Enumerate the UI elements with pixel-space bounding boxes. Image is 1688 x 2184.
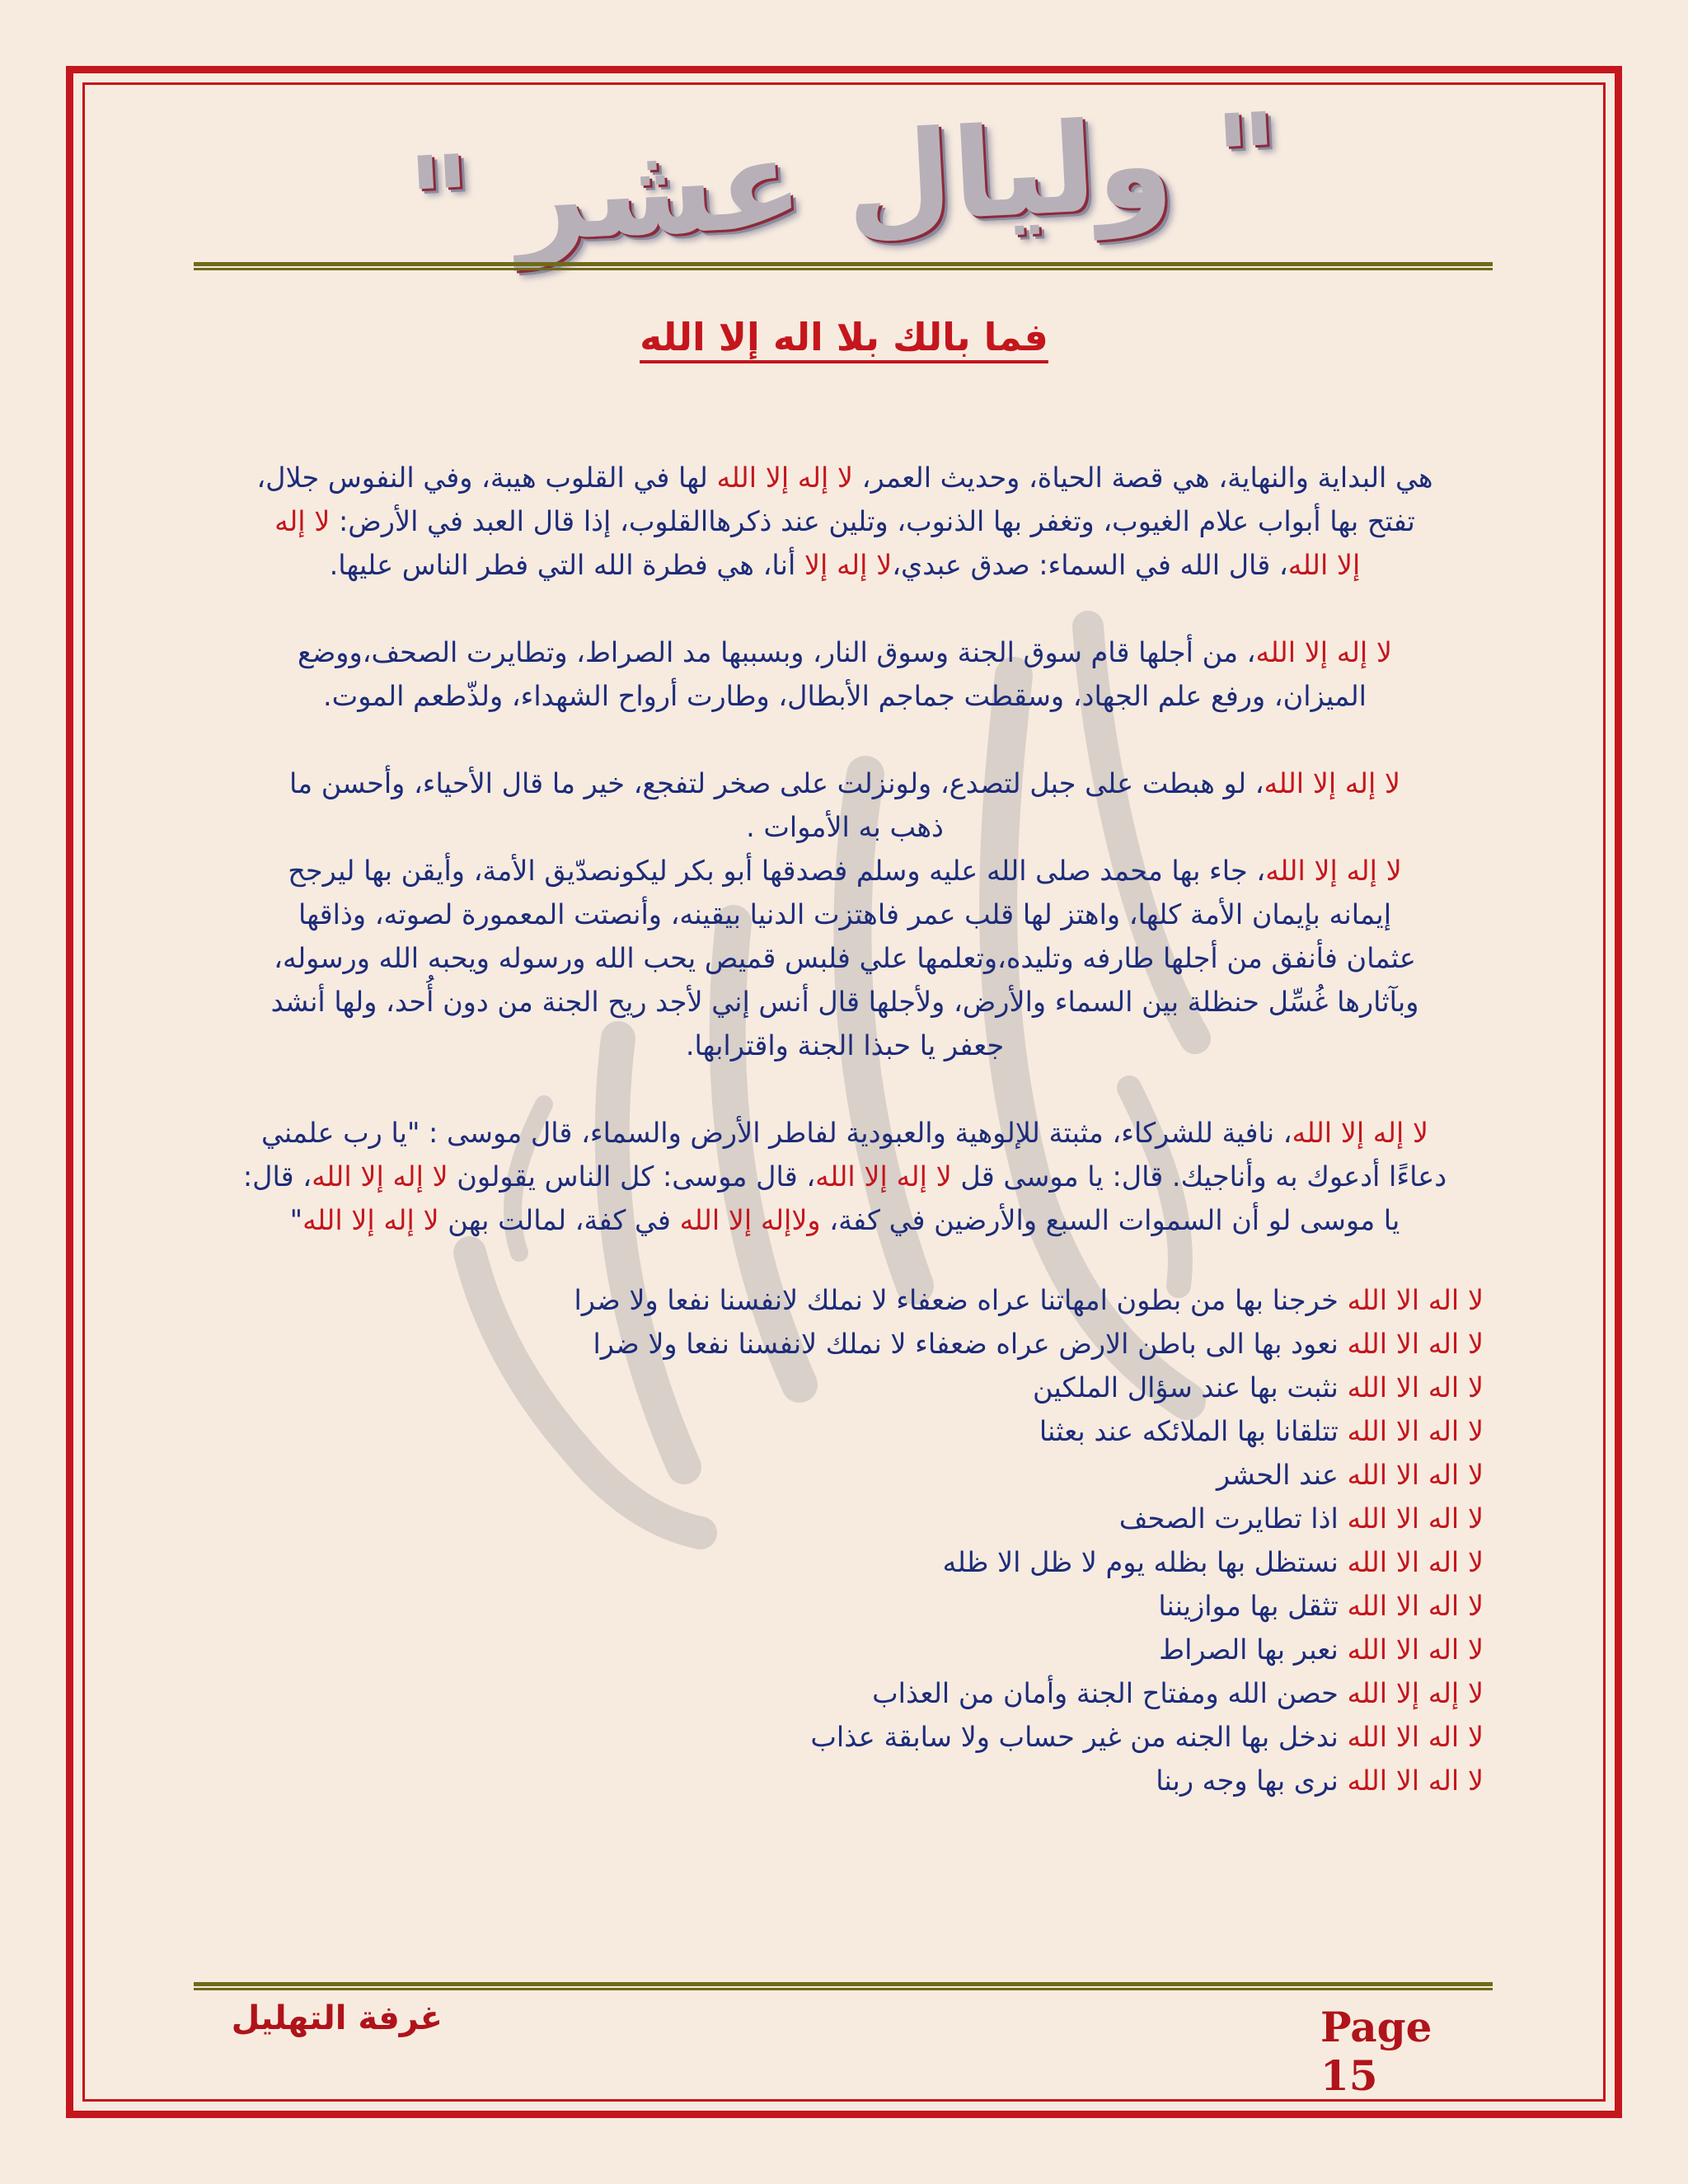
body-text: جعفر يا حبذا الجنة واقترابها. xyxy=(685,1029,1005,1062)
list-text: نعود بها الى باطن الارض عراه ضعفاء لا نملك لانفسنا نفعا ولا ضرا xyxy=(593,1328,1348,1360)
highlight-phrase: لا اله الا الله xyxy=(1347,1371,1484,1404)
body-text: الميزان، ورفع علم الجهاد، وسقطت جماجم الأبطال، وطارت أرواح الشهداء، ولذّطعم الموت. xyxy=(323,680,1367,712)
paragraph xyxy=(202,1111,1488,1242)
page-number: Page 15 xyxy=(1320,2003,1432,2100)
list-item xyxy=(202,1540,1484,1584)
highlight-phrase: لا إله إلا الله xyxy=(1265,855,1402,887)
highlight-phrase: لا اله الا الله xyxy=(1347,1415,1484,1447)
list-item xyxy=(202,1584,1484,1628)
article-body xyxy=(202,456,1488,1802)
body-text: في كفة، لمالت بهن xyxy=(438,1204,680,1236)
body-text: ، من أجلها قام سوق الجنة وسوق النار، وبسببها مد الصراط، وتطايرت الصحف،ووضع xyxy=(298,636,1256,668)
paragraph xyxy=(202,630,1488,718)
body-text: ، قال الله في السماء: صدق عبدي، xyxy=(892,549,1288,581)
highlight-phrase: لا اله الا الله xyxy=(1347,1328,1484,1360)
paragraph-line xyxy=(202,456,1488,499)
bottom-divider xyxy=(194,1982,1493,1990)
list-text: نرى بها وجه ربنا xyxy=(1156,1765,1348,1797)
body-text: لها في القلوب هيبة، وفي النفوس جلال، xyxy=(256,462,717,494)
list-text: خرجنا بها من بطون امهاتنا عراه ضعفاء لا نملك لانفسنا نفعا ولا ضرا xyxy=(574,1284,1348,1316)
highlight-phrase: لا اله الا الله xyxy=(1347,1590,1484,1622)
body-text: أنا، هي فطرة الله التي فطر الناس عليها. xyxy=(329,549,804,581)
highlight-phrase: لا إله إلا الله xyxy=(1292,1117,1429,1149)
body-text: تفتح بها أبواب علام الغيوب، وتغفر بها الذنوب، وتلين عند ذكرهاالقلوب، إذا قال العبد في الأرض: xyxy=(330,505,1415,537)
list-text: ندخل بها الجنه من غير حساب ولا سابقة عذاب xyxy=(810,1721,1348,1753)
paragraph-line xyxy=(202,1198,1488,1242)
list-item xyxy=(202,1366,1484,1409)
highlight-phrase: لا اله الا الله xyxy=(1347,1633,1484,1666)
list-text: تتلقانا بها الملائكه عند بعثنا xyxy=(1039,1415,1348,1447)
highlight-phrase: لا إله إلا الله xyxy=(302,1204,439,1236)
paragraph-line xyxy=(202,762,1488,805)
highlight-phrase: لا إله إلا الله xyxy=(312,1160,448,1193)
list-item xyxy=(202,1278,1484,1322)
paragraph-line xyxy=(202,630,1488,674)
paragraph-line xyxy=(202,849,1488,893)
paragraph xyxy=(202,762,1488,849)
paragraph-line xyxy=(202,674,1488,718)
highlight-phrase: لا إله إلا الله xyxy=(1255,636,1392,668)
section-heading: فما بالك بلا اله إلا الله xyxy=(640,315,1048,359)
highlight-phrase: لا إله إلا xyxy=(804,549,893,581)
list-text: اذا تطايرت الصحف xyxy=(1118,1502,1348,1535)
list-text: عند الحشر xyxy=(1216,1459,1348,1491)
list-text: تثقل بها موازيننا xyxy=(1158,1590,1348,1622)
paragraph-line xyxy=(202,543,1488,587)
paragraph-line xyxy=(202,980,1488,1024)
highlight-phrase: لا اله الا الله xyxy=(1347,1459,1484,1491)
body-text: ، قال موسى: كل الناس يقولون xyxy=(448,1160,816,1193)
body-text: ، نافية للشركاء، مثبتة للإلوهية والعبودية لفاطر الأرض والسماء، قال موسى : "يا رب علمني xyxy=(260,1117,1292,1149)
highlight-phrase: لا اله الا الله xyxy=(1347,1284,1484,1316)
body-text: عثمان فأنفق من أجلها طارفه وتليده،وتعلمها علي فلبس قميص يحب الله ورسوله ويحبه الله ورسوله، xyxy=(274,942,1416,974)
highlight-phrase: لا إله إلا الله xyxy=(1347,1677,1484,1709)
page-title: " وليال عشر " xyxy=(404,87,1284,276)
paragraph-line xyxy=(202,499,1488,543)
body-text: ، قال: xyxy=(242,1160,312,1193)
highlight-phrase: لا اله الا الله xyxy=(1347,1502,1484,1535)
paragraph-line xyxy=(202,1024,1488,1067)
list-item xyxy=(202,1671,1484,1715)
body-text: يا موسى لو أن السموات السبع والأرضين في كفة، xyxy=(820,1204,1400,1236)
body-text: ذهب به الأموات . xyxy=(746,811,944,843)
body-text: دعاءًا أدعوك به وأناجيك. قال: يا موسى قل xyxy=(951,1160,1447,1193)
list-item xyxy=(202,1453,1484,1497)
list-text: نثبت بها عند سؤال الملكين xyxy=(1033,1371,1348,1404)
list-item xyxy=(202,1409,1484,1453)
highlight-phrase: ولاإله إلا الله xyxy=(679,1204,821,1236)
paragraph xyxy=(202,849,1488,1067)
paragraph-line xyxy=(202,805,1488,849)
highlight-phrase: إلا الله xyxy=(1287,549,1361,581)
paragraph-line xyxy=(202,936,1488,980)
body-text: ، لو هبطت على جبل لتصدع، ولونزلت على صخر لتفجع، خير ما قال الأحياء، وأحسن ما xyxy=(288,767,1264,799)
body-text: وبآثارها غُسِّل حنظلة بين السماء والأرض، ولأجلها قال أنس إني لأجد ريح الجنة من دون أُحد، ولها أنشد xyxy=(270,986,1419,1018)
highlight-phrase: لا اله الا الله xyxy=(1347,1546,1484,1578)
paragraph-line xyxy=(202,893,1488,936)
body-text: ، جاء بها محمد صلى الله عليه وسلم فصدقها أبو بكر ليكونصدّيق الأمة، وأيقن بها ليرجح xyxy=(288,855,1266,887)
body-text: " xyxy=(289,1204,303,1236)
paragraph-line xyxy=(202,1111,1488,1155)
list-item xyxy=(202,1497,1484,1540)
body-text: هي البداية والنهاية، هي قصة الحياة، وحديث العمر، xyxy=(853,462,1433,494)
list-item xyxy=(202,1628,1484,1671)
room-name: غرفة التهليل xyxy=(231,1999,443,2037)
list-item xyxy=(202,1715,1484,1759)
highlight-phrase: لا إله إلا الله xyxy=(815,1160,952,1193)
highlight-phrase: لا اله الا الله xyxy=(1347,1721,1484,1753)
list-text: نستظل بها بظله يوم لا ظل الا ظله xyxy=(942,1546,1348,1578)
list-item xyxy=(202,1759,1484,1802)
tahlil-list xyxy=(202,1278,1488,1802)
paragraph-line xyxy=(202,1155,1488,1198)
highlight-phrase: لا إله إلا الله xyxy=(1264,767,1401,799)
paragraph xyxy=(202,456,1488,587)
top-divider xyxy=(194,262,1493,270)
highlight-phrase: لا إله xyxy=(274,505,331,537)
list-item xyxy=(202,1322,1484,1366)
list-text: نعبر بها الصراط xyxy=(1159,1633,1348,1666)
highlight-phrase: لا إله إلا الله xyxy=(716,462,854,494)
body-text: إيمانه بإيمان الأمة كلها، واهتز لها قلب عمر فاهتزت الدنيا بيقينه، وأنصتت المعمورة لصوته، وذاقها xyxy=(298,898,1391,930)
highlight-phrase: لا اله الا الله xyxy=(1347,1765,1484,1797)
list-text: حصن الله ومفتاح الجنة وأمان من العذاب xyxy=(872,1677,1348,1709)
